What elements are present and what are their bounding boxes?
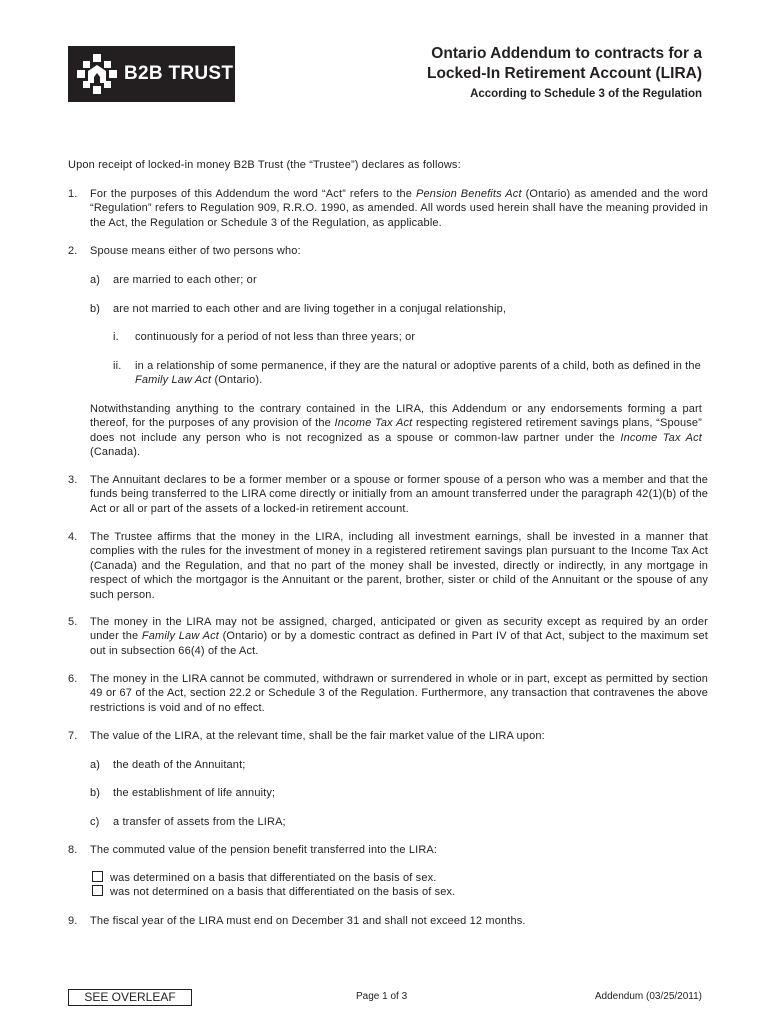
clause-9 [68,914,708,928]
sub-label: b) [90,787,101,799]
clause-7a [90,758,700,772]
clause-text: The money in the LIRA may not be assigned, charged, anticipated or given as security except as required by an order under the Family Law Act (Ontario) or by a domestic contract as defined in Part IV of that Act, subject to the maximum set out in subsection 66(4) of the Act. [90,616,709,657]
sub-label: c) [90,816,100,828]
b2b-trust-logo-icon [74,51,120,97]
clause-5 [68,615,708,658]
clause-6 [68,672,708,715]
clause-7b [90,786,700,800]
document-title-line2: Locked-In Retirement Account (LIRA) [427,65,702,82]
clause-2b [90,302,700,316]
clause-number: 7. [68,730,78,742]
clause-number: 2. [68,245,78,257]
sub-label: a) [90,274,101,286]
clause-number: 8. [68,844,78,856]
intro-paragraph: Upon receipt of locked-in money B2B Trust (the “Trustee”) declares as follows: [68,159,461,171]
sub-text: the death of the Annuitant; [113,759,246,771]
checkbox-sex-not-differentiated[interactable] [92,885,103,896]
clause-number: 5. [68,616,78,628]
clause-number: 4. [68,531,78,543]
clause-number: 3. [68,474,78,486]
clause-7c [90,815,700,829]
sex-differentiated-option[interactable] [90,871,690,885]
subsub-text: continuously for a period of not less than three years; or [135,331,416,343]
clause-8 [68,843,708,857]
clause-2a [90,273,700,287]
clause-number: 1. [68,188,78,200]
subsub-text: in a relationship of some permanence, if they are the natural or adoptive parents of a child, both as defined in the Family Law Act (Ontario). [135,360,701,387]
sex-not-differentiated-option[interactable] [90,885,690,899]
see-overleaf-box: SEE OVERLEAF [68,989,192,1006]
document-title-line1: Ontario Addendum to contracts for a [431,45,702,62]
logo-text: B2B TRUST [124,63,234,84]
clause-4 [68,530,708,602]
sub-label: b) [90,303,101,315]
subsub-label: i. [113,331,119,343]
clause-2b-i [113,330,703,344]
clause-text: The value of the LIRA, at the relevant time, shall be the fair market value of the LIRA upon: [90,730,545,742]
checkbox-label: was not determined on a basis that differentiated on the basis of sex. [110,886,456,898]
subsub-label: ii. [113,360,122,372]
b2b-trust-logo [68,46,235,102]
clause-2-notwithstanding: Notwithstanding anything to the contrary contained in the LIRA, this Addendum or any endorsements forming a part thereof, for the purposes of any provision of the Income Tax Act respecting registered retirement savings plans, “Spouse” does not include any person who is not recognized as a spouse or common-law partner under the Income Tax Act (Canada). [90,403,702,459]
sub-label: a) [90,759,101,771]
document-title-block [427,44,702,103]
clause-text: The fiscal year of the LIRA must end on December 31 and shall not exceed 12 months. [90,915,526,927]
sub-text: a transfer of assets from the LIRA; [113,816,286,828]
sub-text: are married to each other; or [113,274,257,286]
clause-text: The Trustee affirms that the money in the LIRA, including all investment earnings, shall be invested in a manner that complies with the rules for the investment of money in a registered retirement savings plan pursuant to the Income Tax Act (Canada) and the Regulation, and that no part of the money shall be invested, directly or indirectly, in any mortgage in respect of which the mortgagor is the Annuitant or the parent, brother, sister or child of the Annuitant or the spouse of any such person. [90,531,708,601]
checkbox-sex-differentiated[interactable] [92,871,103,882]
clause-text: Spouse means either of two persons who: [90,245,301,257]
clause-1 [68,187,708,230]
clause-7 [68,729,708,743]
clause-text: The commuted value of the pension benefit transferred into the LIRA: [90,844,438,856]
clause-text: For the purposes of this Addendum the word “Act” refers to the Pension Benefits Act (Ontario) as amended and the word “Regulation” refers to Regulation 909, R.R.O. 1990, as amended. All words used herein shall have the meaning provided in the Act, the Regulation or Schedule 3 of the Regulation, as applicable. [90,188,708,229]
clause-2 [68,244,708,258]
clause-text: The Annuitant declares to be a former member or a spouse or former spouse of a person who was a member and that the funds being transferred to the LIRA come directly or initially from an amount transferred under the paragraph 42(1)(b) of the Act or all or part of the assets of a locked-in retirement account. [90,474,708,515]
document-subtitle: According to Schedule 3 of the Regulation [470,88,702,100]
page-number: Page 1 of 3 [356,991,408,1002]
clause-number: 6. [68,673,78,685]
sub-text: are not married to each other and are living together in a conjugal relationship, [113,303,507,315]
checkbox-label: was determined on a basis that differentiated on the basis of sex. [110,872,437,884]
clause-number: 9. [68,915,78,927]
sub-text: the establishment of life annuity; [113,787,276,799]
clause-text: The money in the LIRA cannot be commuted, withdrawn or surrendered in whole or in part, except as permitted by section 49 or 67 of the Act, section 22.2 or Schedule 3 of the Regulation. Furthermore, any transaction that contravenes the above restrictions is void and of no effect. [90,673,708,714]
clause-2b-ii [113,359,703,388]
clause-3 [68,473,708,516]
form-version: Addendum (03/25/2011) [594,991,702,1002]
